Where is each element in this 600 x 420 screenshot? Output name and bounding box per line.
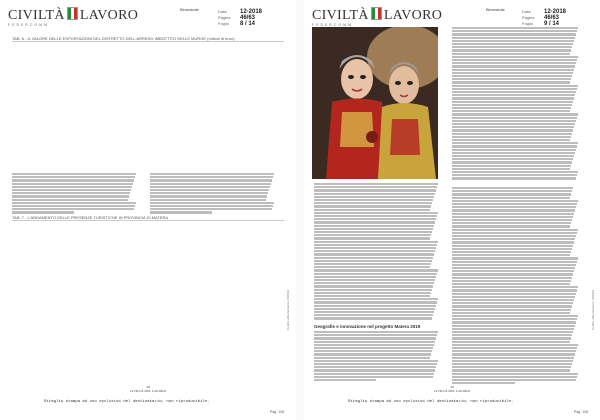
text-line xyxy=(314,353,431,355)
text-line xyxy=(314,308,435,310)
page-note: Pag. 106 xyxy=(270,410,285,414)
text-line xyxy=(452,309,571,311)
text-line xyxy=(12,202,136,204)
text-line xyxy=(314,231,432,233)
text-line xyxy=(314,337,436,339)
subscription-code-right: Codice abbonamento: 066619 xyxy=(591,289,595,330)
text-line xyxy=(452,145,577,147)
text-line xyxy=(314,369,435,371)
frequency-label-right: Bimestrale xyxy=(486,7,505,12)
text-line xyxy=(452,203,577,205)
text-line xyxy=(150,199,266,201)
text-line xyxy=(452,161,572,163)
text-line xyxy=(452,318,577,320)
text-line xyxy=(314,183,438,185)
text-line xyxy=(452,126,574,128)
text-line xyxy=(452,40,574,42)
text-line xyxy=(452,190,572,192)
text-line xyxy=(314,212,438,214)
text-line xyxy=(314,269,438,271)
footer-logo: 38 CIVILTÀ DEL LAVORO xyxy=(129,385,167,393)
text-line xyxy=(314,360,438,362)
table-7-title: TAB. 7 - L'ANDAMENTO DELLE PRESENZE TURISTICHE IN PROVINCIA DI MATERA xyxy=(12,215,284,221)
text-line xyxy=(314,237,430,239)
text-line xyxy=(150,176,273,178)
text-line xyxy=(452,315,578,317)
masthead-logo: CIVILTÀ LAVORO FEDERCOMM xyxy=(8,8,139,27)
text-line xyxy=(314,295,430,297)
text-line xyxy=(452,53,570,55)
text-line xyxy=(314,225,434,227)
text-line xyxy=(452,331,573,333)
text-line xyxy=(452,69,574,71)
page-gutter xyxy=(296,0,304,420)
text-line xyxy=(314,366,436,368)
right-page xyxy=(304,0,600,420)
text-line xyxy=(314,334,437,336)
text-line xyxy=(314,199,433,201)
text-line xyxy=(452,229,578,231)
left-page xyxy=(0,0,296,420)
puppets-photo xyxy=(312,27,438,179)
text-line xyxy=(314,247,436,249)
text-line xyxy=(314,257,433,259)
text-line xyxy=(150,173,274,175)
text-line xyxy=(452,373,578,375)
text-line xyxy=(314,279,435,281)
text-line xyxy=(452,120,576,122)
text-line xyxy=(452,213,574,215)
text-line xyxy=(452,152,575,154)
text-line xyxy=(452,222,571,224)
text-line xyxy=(452,363,572,365)
text-line xyxy=(452,133,572,135)
text-line xyxy=(452,72,573,74)
text-line xyxy=(452,91,576,93)
text-line xyxy=(314,341,435,343)
text-line xyxy=(452,376,577,378)
text-line xyxy=(452,206,576,208)
text-line xyxy=(452,277,572,279)
text-line xyxy=(452,273,573,275)
text-line xyxy=(452,360,573,362)
text-line xyxy=(452,216,573,218)
text-line xyxy=(452,187,573,189)
text-line xyxy=(452,37,575,39)
text-line xyxy=(452,62,576,64)
text-line xyxy=(452,257,578,259)
text-line xyxy=(314,357,430,359)
text-line xyxy=(452,110,570,112)
text-line xyxy=(452,235,576,237)
text-line xyxy=(452,101,573,103)
text-line xyxy=(452,232,577,234)
text-line xyxy=(452,337,571,339)
text-line xyxy=(314,241,438,243)
text-line xyxy=(314,193,435,195)
text-line xyxy=(452,270,574,272)
text-line xyxy=(314,282,434,284)
text-line xyxy=(150,205,273,207)
text-line xyxy=(314,202,432,204)
text-line xyxy=(452,225,570,227)
text-line xyxy=(452,149,576,151)
footer-notice-right: Ritaglio stampa ad uso esclusivo del destinatario, non riproducibile. xyxy=(348,400,514,404)
text-line xyxy=(452,65,575,67)
text-line xyxy=(150,179,272,181)
text-line xyxy=(452,248,572,250)
text-line xyxy=(452,238,575,240)
text-line xyxy=(452,33,576,35)
text-line xyxy=(452,177,576,179)
text-line xyxy=(452,43,573,45)
text-line xyxy=(12,179,134,181)
page-note-right: Pag. 106 xyxy=(574,410,589,414)
text-line xyxy=(452,46,572,48)
text-line xyxy=(314,311,434,313)
text-line xyxy=(150,195,267,197)
text-line xyxy=(150,186,270,188)
footer-notice: Ritaglio stampa ad uso esclusivo del destinatario, non riproducibile. xyxy=(44,400,210,404)
text-line xyxy=(452,197,570,199)
text-line xyxy=(314,376,433,378)
text-line xyxy=(12,199,128,201)
text-line xyxy=(314,260,432,262)
text-line xyxy=(314,196,434,198)
text-line xyxy=(452,168,570,170)
text-line xyxy=(452,299,574,301)
text-line xyxy=(314,292,431,294)
text-line xyxy=(314,266,430,268)
text-line xyxy=(452,341,570,343)
text-line xyxy=(452,155,574,157)
text-line xyxy=(314,253,434,255)
text-line xyxy=(452,59,577,61)
text-line xyxy=(452,254,570,256)
text-line xyxy=(12,176,135,178)
text-line xyxy=(314,301,437,303)
text-line xyxy=(452,264,576,266)
text-line xyxy=(452,353,575,355)
text-line xyxy=(452,81,570,83)
text-line xyxy=(452,369,570,371)
frequency-label: Bimestrale xyxy=(180,7,199,12)
text-line xyxy=(314,305,436,307)
text-line xyxy=(12,186,132,188)
text-line xyxy=(12,173,136,175)
text-line xyxy=(314,215,437,217)
text-line xyxy=(452,117,577,119)
text-line xyxy=(452,27,578,29)
text-line xyxy=(452,123,575,125)
text-line xyxy=(452,171,578,173)
text-line xyxy=(452,347,577,349)
text-line xyxy=(314,263,431,265)
text-line xyxy=(452,165,571,167)
text-line xyxy=(452,104,572,106)
text-line xyxy=(452,357,574,359)
text-line xyxy=(12,183,133,185)
text-line xyxy=(452,328,574,330)
issue-meta: Data 12-2018 Pagina 46/63 Foglio 8 / 14 xyxy=(218,9,263,27)
text-line xyxy=(314,209,430,211)
text-line xyxy=(314,186,437,188)
text-line xyxy=(314,289,432,291)
text-line xyxy=(150,192,268,194)
text-line xyxy=(314,218,436,220)
text-line xyxy=(452,325,575,327)
text-line xyxy=(150,211,212,213)
text-line xyxy=(314,285,433,287)
text-line xyxy=(452,75,572,77)
text-line xyxy=(452,158,573,160)
text-line xyxy=(452,251,571,253)
text-line xyxy=(452,174,577,176)
text-line xyxy=(452,280,571,282)
text-line xyxy=(452,94,575,96)
text-line xyxy=(314,317,432,319)
text-line xyxy=(314,276,436,278)
text-line xyxy=(452,200,578,202)
text-line xyxy=(452,379,576,381)
text-line xyxy=(452,245,573,247)
footer-logo-right: 39 CIVILTÀ DEL LAVORO xyxy=(433,385,471,393)
text-line xyxy=(314,205,431,207)
text-line xyxy=(12,208,134,210)
text-line xyxy=(452,312,570,314)
text-line xyxy=(452,289,577,291)
text-line xyxy=(12,192,130,194)
text-line xyxy=(452,334,572,336)
text-line xyxy=(314,373,434,375)
text-line xyxy=(452,286,578,288)
text-line xyxy=(314,228,433,230)
text-line xyxy=(452,113,578,115)
text-line xyxy=(314,314,433,316)
text-line xyxy=(12,211,74,213)
text-line xyxy=(452,209,575,211)
text-line xyxy=(452,305,572,307)
text-line xyxy=(314,379,376,381)
text-line xyxy=(314,244,437,246)
text-line xyxy=(12,195,129,197)
text-line xyxy=(12,205,135,207)
text-line xyxy=(452,283,570,285)
text-line xyxy=(452,219,572,221)
text-line xyxy=(452,139,570,141)
masthead-logo-right: CIVILTÀ LAVORO FEDERCOMM xyxy=(312,8,443,27)
text-line xyxy=(314,221,435,223)
flag-icon xyxy=(67,7,78,20)
text-line xyxy=(150,208,272,210)
text-line xyxy=(314,350,432,352)
text-line xyxy=(314,189,436,191)
text-line xyxy=(452,321,576,323)
text-line xyxy=(452,85,578,87)
text-line xyxy=(452,78,571,80)
text-line xyxy=(452,97,574,99)
text-line xyxy=(314,331,438,333)
subscription-code: Codice abbonamento: 066619 xyxy=(286,289,290,330)
text-line xyxy=(452,136,571,138)
text-line xyxy=(452,261,577,263)
text-line xyxy=(314,347,433,349)
text-line xyxy=(452,267,575,269)
text-line xyxy=(150,189,269,191)
text-line xyxy=(452,30,577,32)
text-line xyxy=(452,49,571,51)
text-line xyxy=(452,142,578,144)
flag-icon xyxy=(371,7,382,20)
text-line xyxy=(452,302,573,304)
table-6-title: TAB. 6 - IL VALORE DELLE ESPORTAZIONI DEL DISTRETTO DELL'ARREDO IMBOTTITO DELLE MURGE (milioni di euro) xyxy=(12,36,284,42)
text-line xyxy=(150,183,271,185)
text-line xyxy=(452,344,578,346)
issue-meta-right: Data 12-2018 Pagina 46/63 Foglio 9 / 14 xyxy=(522,9,567,27)
text-line xyxy=(452,193,571,195)
text-line xyxy=(452,241,574,243)
text-line xyxy=(452,88,577,90)
text-line xyxy=(314,298,438,300)
text-line xyxy=(314,363,437,365)
text-line xyxy=(314,273,437,275)
text-line xyxy=(314,344,434,346)
text-line xyxy=(12,189,131,191)
text-line xyxy=(452,129,573,131)
text-line xyxy=(314,234,431,236)
text-line xyxy=(150,202,274,204)
text-line xyxy=(452,296,575,298)
text-line xyxy=(452,293,576,295)
text-line xyxy=(452,56,578,58)
text-line xyxy=(452,350,576,352)
text-line xyxy=(452,107,571,109)
text-line xyxy=(314,250,435,252)
section-heading: Geografie e innovazione nel progetto Matera 2019 xyxy=(314,324,421,329)
text-line xyxy=(452,366,571,368)
